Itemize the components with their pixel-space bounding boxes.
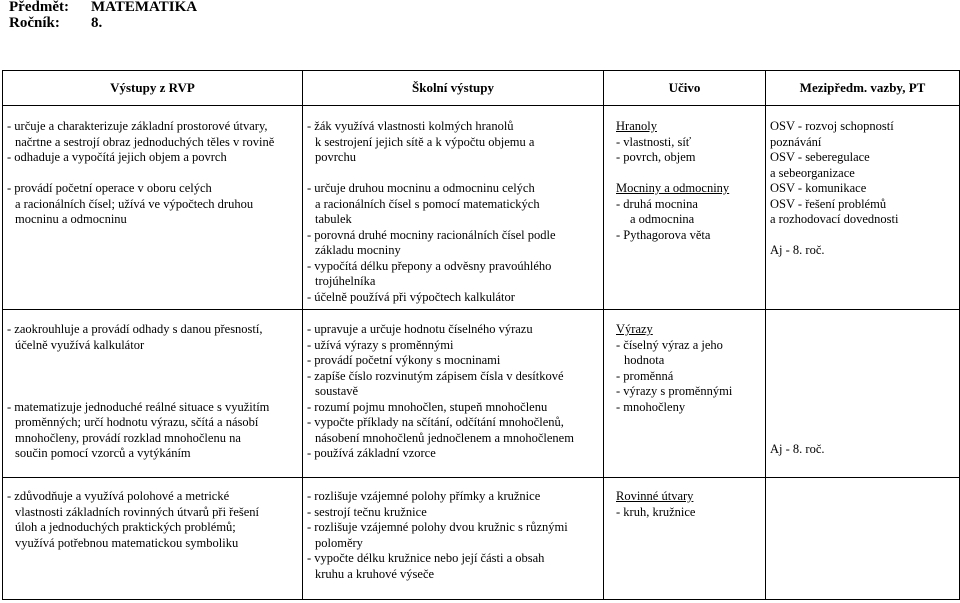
cell-line: a rozhodovací dovednosti [770,212,899,226]
cell-line [307,166,599,182]
subject-line [9,0,197,16]
cell-line: - zapíše číslo rozvinutým zápisem čísla v desítkové [307,368,564,383]
cell-ucivo [604,106,766,310]
cell-line: - povrch, objem [616,150,696,164]
cell-line: a sebeorganizace [770,165,855,180]
cell-line: - provádí početní operace v oboru celých [7,181,212,195]
cell-line: - vypočte délku kružnice nebo její části a obsah [307,551,545,565]
cell-line: Výrazy [616,322,653,336]
cell-line: - vlastnosti, síť [616,134,692,149]
cell-line: vlastnosti základních rovinných útvarů při řešení [15,504,260,519]
cell-line: - zaokrouhluje a provádí odhady s danou přesností, [7,322,263,336]
cell-line: - upravuje a určuje hodnotu číselného výrazu [307,322,533,336]
cell-line: účelně využívá kalkulátor [15,337,145,352]
cell-line: - používá základní vzorce [307,446,436,460]
cell-line: Aj - 8. roč. [770,442,825,456]
column-header-ucivo: Učivo [604,71,766,106]
cell-school [303,106,604,310]
cell-line: - kruh, kružnice [616,504,696,519]
cell-line: úloh a jednoduchých praktických problémů; [15,520,236,534]
cell-line: - účelně používá při výpočtech kalkulátor [307,289,515,304]
cell-line: k sestrojení jejich sítě a k výpočtu objemu a [315,134,535,149]
cell-line: OSV - komunikace [770,181,867,195]
table-row [3,310,960,478]
cell-school [303,310,604,478]
cell-line: - určuje druhou mocninu a odmocninu celých [307,181,535,195]
cell-line: - vypočte příklady na sčítání, odčítání mnohočlenů, [307,415,564,429]
cell-line: - číselný výraz a jeho [616,337,723,352]
cell-line: - rozumí pojmu mnohočlen, stupeň mnohočlenu [307,399,548,414]
cell-ucivo [604,310,766,478]
table-row [3,478,960,600]
cell-line [770,228,955,244]
cell-line: Hranoly [616,119,657,133]
cell-line [616,166,761,182]
cell-line: proměnných; určí hodnotu výrazu, sčítá a násobí [15,415,259,429]
cell-vazby [766,310,960,478]
cell-vazby [766,106,960,310]
cell-line [7,166,298,182]
cell-line: poloměry [315,535,363,550]
table-row [3,106,960,310]
cell-line: - mnohočleny [616,399,686,414]
cell-line: a odmocnina [630,212,695,226]
cell-line: poznávání [770,134,822,149]
cell-line: základu mocniny [315,243,401,257]
column-header-vazby: Mezipředm. vazby, PT [766,71,960,106]
cell-line: - rozlišuje vzájemné polohy dvou kružnic s různými [307,520,568,534]
cell-line: násobení mnohočlenů jednočlenem a mnohočlenem [315,430,574,445]
cell-line: soustavě [315,384,359,398]
cell-line: - matematizuje jednoduché reálné situace s využitím [7,399,270,414]
cell-rvp [3,478,303,600]
cell-line: - vypočítá délku přepony a odvěsny pravoúhlého [307,258,552,273]
cell-line [7,369,298,385]
cell-line: - rozlišuje vzájemné polohy přímky a kružnice [307,489,541,503]
cell-line: - určuje a charakterizuje základní prostorové útvary, [7,119,268,133]
column-header-rvp: Výstupy z RVP [3,71,303,106]
cell-line: OSV - seberegulace [770,150,870,164]
table-header-row [3,71,960,106]
cell-vazby [766,478,960,600]
subject-label: Předmět: [9,0,69,15]
cell-line: mnohočleny, provádí rozklad mnohočlenu na [15,430,241,445]
cell-rvp [3,106,303,310]
cell-line: Mocniny a odmocniny [616,181,730,195]
cell-ucivo [604,478,766,600]
grade-value: 8. [91,15,103,31]
grade-label: Ročník: [9,15,60,31]
cell-line [7,353,298,369]
cell-line [7,384,298,400]
cell-school [303,478,604,600]
cell-line: tabulek [315,212,352,226]
cell-line: součin pomocí vzorců a vytýkáním [15,446,191,460]
subject-value: MATEMATIKA [91,0,198,15]
cell-line: OSV - rozvoj schopností [770,119,894,133]
cell-rvp [3,310,303,478]
cell-line: - porovná druhé mocniny racionálních čísel podle [307,227,556,242]
column-header-school: Školní výstupy [303,71,604,106]
cell-line: - žák využívá vlastnosti kolmých hranolů [307,119,514,133]
cell-line: - druhá mocnina [616,196,698,211]
cell-line: - Pythagorova věta [616,227,711,242]
cell-line: povrchu [315,150,356,164]
cell-line: - odhaduje a vypočítá jejich objem a povrch [7,150,227,164]
cell-line: kruhu a kruhové výseče [315,566,435,581]
cell-line: využívá potřebnou matematickou symboliku [15,535,239,550]
cell-line: - užívá výrazy s proměnnými [307,337,454,352]
grade-line [9,15,102,32]
cell-line: OSV - řešení problémů [770,196,887,211]
cell-line: načrtne a sestrojí obraz jednoduchých těles v rovině [15,134,275,149]
cell-line: - proměnná [616,368,674,383]
cell-line: a racionálních čísel s pomocí matematických [315,196,540,211]
cell-line: - zdůvodňuje a využívá polohové a metrické [7,489,230,503]
cell-line: - provádí početní výkony s mocninami [307,353,501,367]
cell-line: a racionálních čísel; užívá ve výpočtech druhou [15,196,254,211]
cell-line: mocninu a odmocninu [15,212,127,226]
curriculum-table [2,70,960,600]
cell-line: trojúhelníka [315,274,376,288]
cell-line: Rovinné útvary [616,489,694,503]
cell-line: - sestrojí tečnu kružnice [307,504,427,519]
cell-line: Aj - 8. roč. [770,243,825,257]
cell-line: hodnota [624,353,665,367]
cell-line: - výrazy s proměnnými [616,384,733,398]
